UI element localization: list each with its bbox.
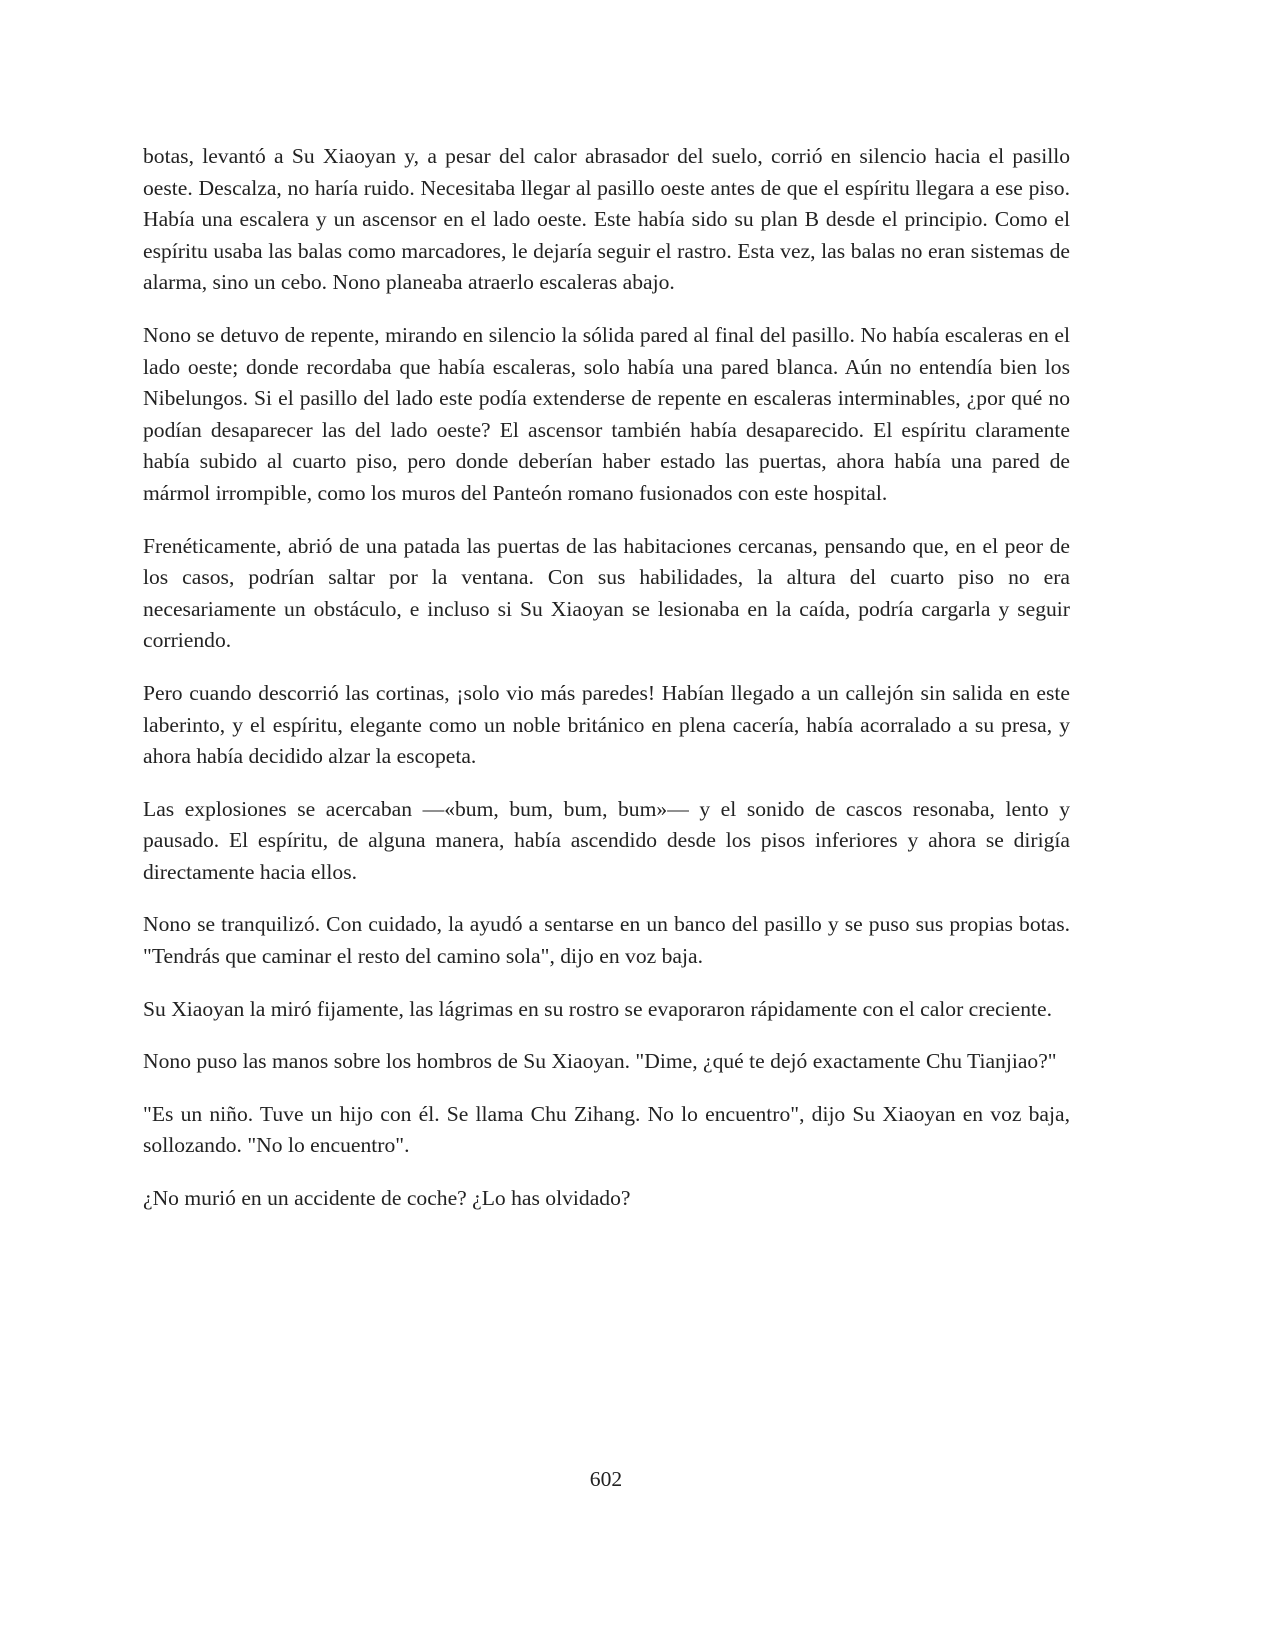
page-number: 602 [589, 1467, 623, 1491]
paragraph: ¿No murió en un accidente de coche? ¿Lo has olvidado? [143, 1186, 631, 1211]
paragraph: Las explosiones se acercaban —«bum, bum, bum, bum»— y el sonido de cascos resonaba, lento y pausado. El espíritu, de alguna manera, había ascendido desde los pisos inferiores y ahora se dirigía directamente hacia ellos. [143, 796, 1070, 884]
paragraph: "Es un niño. Tuve un hijo con él. Se llama Chu Zihang. No lo encuentro", dijo Su Xiaoyan en voz baja, sollozando. "No lo encuentro". [143, 1101, 1070, 1158]
paragraph: Nono se detuvo de repente, mirando en silencio la sólida pared al final del pasillo. No había escaleras en el lado oeste; donde recordaba que había escaleras, solo había una pared blanca. Aún no entendía bien los Nibelungos. Si el pasillo del lado este podía extenderse de repente en escaleras interminables, ¿por qué no podían desaparecer las del lado oeste? El ascensor también había desaparecido. El espíritu claramente había subido al cuarto piso, pero donde deberían haber estado las puertas, ahora había una pared de mármol irrompible, como los muros del Panteón romano fusionados con este hospital. [143, 322, 1070, 505]
paragraph: Nono se tranquilizó. Con cuidado, la ayudó a sentarse en un banco del pasillo y se puso sus propias botas. "Tendrás que caminar el resto del camino sola", dijo en voz baja. [143, 912, 1070, 969]
paragraph: Frenéticamente, abrió de una patada las puertas de las habitaciones cercanas, pensando que, en el peor de los casos, podrían saltar por la ventana. Con sus habilidades, la altura del cuarto piso no era necesariamente un obstáculo, e incluso si Su Xiaoyan se lesionaba en la caída, podría cargarla y seguir corriendo. [143, 533, 1070, 653]
paragraph: botas, levantó a Su Xiaoyan y, a pesar del calor abrasador del suelo, corrió en silencio hacia el pasillo oeste. Descalza, no haría ruido. Necesitaba llegar al pasillo oeste antes de que el espíritu llegara a ese piso. Había una escalera y un ascensor en el lado oeste. Este había sido su plan B desde el principio. Como el espíritu usaba las balas como marcadores, le dejaría seguir el rastro. Esta vez, las balas no eran sistemas de alarma, sino un cebo. Nono planeaba atraerlo escaleras abajo. [143, 144, 1070, 295]
paragraph: Nono puso las manos sobre los hombros de Su Xiaoyan. "Dime, ¿qué te dejó exactamente Chu Tianjiao?" [143, 1049, 1057, 1074]
body-text [143, 141, 1070, 1236]
paragraph: Pero cuando descorrió las cortinas, ¡solo vio más paredes! Habían llegado a un callejón sin salida en este laberinto, y el espíritu, elegante como un noble británico en plena cacería, había acorralado a su presa, y ahora había decidido alzar la escopeta. [143, 680, 1070, 769]
paragraph: Su Xiaoyan la miró fijamente, las lágrimas en su rostro se evaporaron rápidamente con el calor creciente. [143, 996, 1052, 1021]
